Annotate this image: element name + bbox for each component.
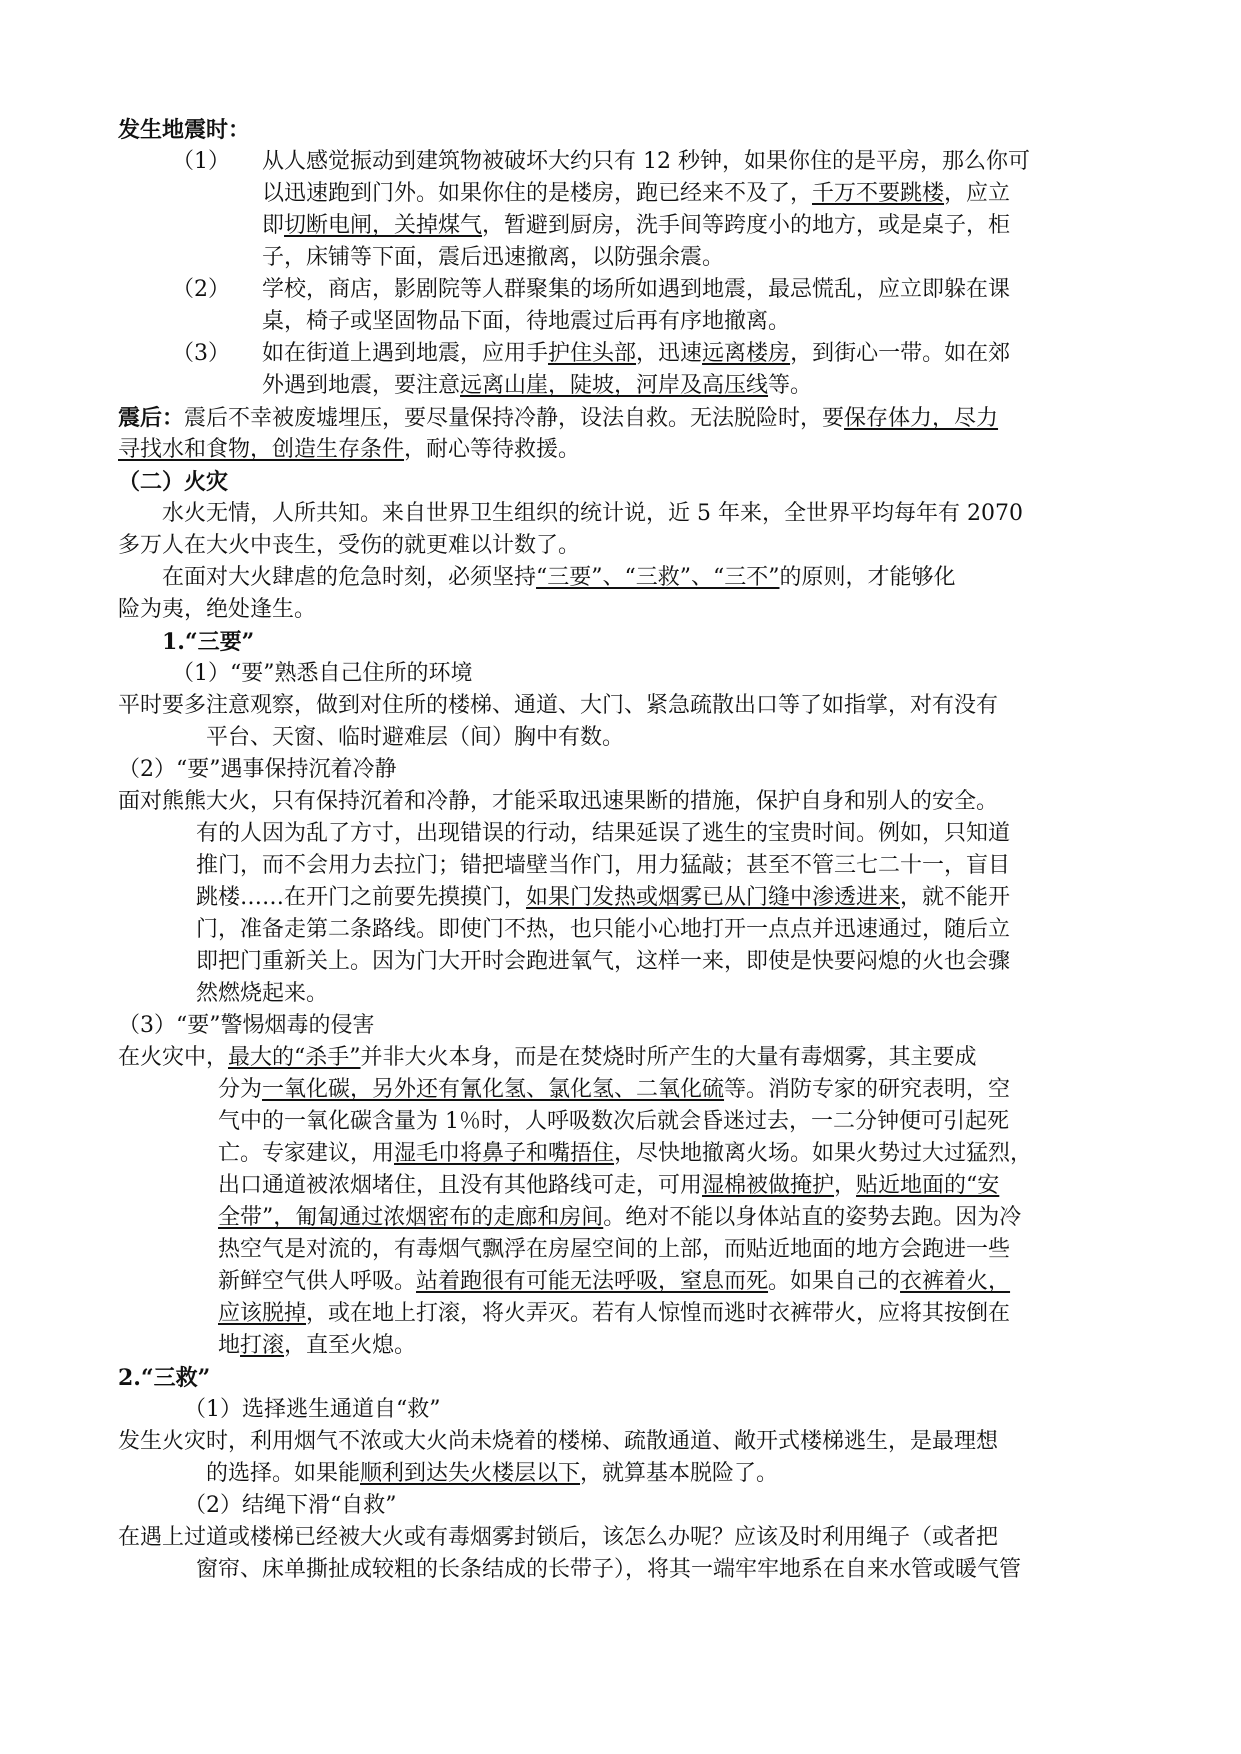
- text-line: [118, 1362, 210, 1394]
- text-run: ，应立: [944, 181, 1011, 206]
- text-line: [118, 530, 580, 562]
- text-run: 。绝对不能以身体站直的姿势去跑。因为冷: [603, 1205, 1022, 1230]
- text-line: [184, 1490, 397, 1522]
- text-line: [118, 690, 998, 722]
- text-line: [118, 1522, 998, 1554]
- text-run: 门，准备走第二条路线。即使门不热，也只能小心地打开一点点并迅速通过，随后立: [196, 917, 1011, 942]
- text-run: 等。: [768, 373, 813, 398]
- text-run: ，或在地上打滚，将火弄灭。若有人惊惶而逃时衣裤带火，应将其按倒在: [306, 1301, 1011, 1326]
- underlined-text: 湿棉被做掩护: [702, 1173, 835, 1198]
- text-line: [262, 274, 1010, 306]
- text-run: 平时要多注意观察，做到对住所的楼梯、通道、大门、紧急疏散出口等了如指掌，对有没有: [118, 693, 999, 718]
- underlined-text: 贴近地面的“安: [856, 1173, 1000, 1198]
- text-run: 即: [262, 213, 285, 238]
- underlined-text: “三要”、“三救”、“三不”: [536, 565, 780, 590]
- text-line: [206, 1458, 778, 1490]
- underlined-text: 保存体力，尽力: [844, 406, 999, 431]
- text-run: 如在街道上遇到地震，应用手: [262, 341, 549, 366]
- text-run: 热空气是对流的，有毒烟气飘浮在房屋空间的上部，而贴近地面的地方会跑进一些: [218, 1237, 1011, 1262]
- text-line: [162, 498, 1023, 530]
- text-run: 外遇到地震，要注意: [262, 373, 461, 398]
- text-run: 发生地震时：: [118, 117, 251, 143]
- text-run: ，迅速: [636, 341, 703, 366]
- text-run: 推门，而不会用力去拉门；错把墙壁当作门，用力猛敲；甚至不管三七二十一，盲目: [196, 853, 1011, 878]
- text-line: [184, 1394, 441, 1426]
- text-run: 。如果自己的: [768, 1269, 901, 1294]
- text-run: 的原则，才能够化: [779, 565, 956, 590]
- text-run: 等。消防专家的研究表明，空: [724, 1077, 1011, 1102]
- text-run: 新鲜空气供人呼吸。: [218, 1269, 417, 1294]
- text-line: [118, 594, 316, 626]
- text-line: [196, 850, 1010, 882]
- text-line: [172, 146, 230, 178]
- text-line: [196, 818, 1010, 850]
- text-run: （1）: [172, 149, 230, 174]
- text-line: [118, 786, 998, 818]
- text-line: [218, 1298, 1010, 1330]
- text-run: 学校，商店，影剧院等人群聚集的场所如遇到地震，最忌慌乱，应立即躲在课: [262, 277, 1011, 302]
- text-run: （2）“要”遇事保持沉着冷静: [118, 757, 397, 782]
- text-run: 以迅速跑到门外。如果你住的是楼房，跑已经来不及了，: [262, 181, 813, 206]
- text-line: [162, 626, 254, 658]
- text-line: [196, 882, 1010, 914]
- text-line: [118, 466, 228, 498]
- text-line: [118, 114, 250, 146]
- text-line: [196, 946, 1010, 978]
- text-line: [118, 1426, 998, 1458]
- underlined-text: 应该脱掉: [218, 1301, 307, 1326]
- underlined-text: 站着跑很有可能无法呼吸，窒息而死: [416, 1269, 769, 1294]
- text-line: [218, 1234, 1010, 1266]
- text-run: ，直至火熄。: [284, 1333, 417, 1358]
- text-run: （2）结绳下滑“自救”: [184, 1493, 397, 1518]
- text-run: 分为: [218, 1077, 263, 1102]
- text-run: 跳楼……在开门之前要先摸摸门，: [196, 885, 527, 910]
- text-line: [262, 338, 1010, 370]
- text-run: 多万人在大火中丧生，受伤的就更难以计数了。: [118, 533, 581, 558]
- text-run: 有的人因为乱了方寸，出现错误的行动，结果延误了逃生的宝贵时间。例如，只知道: [196, 821, 1011, 846]
- text-line: [196, 978, 328, 1010]
- underlined-text: 全带”，匍匐通过浓烟密布的走廊和房间: [218, 1205, 604, 1230]
- text-line: [262, 306, 790, 338]
- text-line: [218, 1202, 1021, 1234]
- text-run: （二）火灾: [118, 469, 229, 495]
- text-run: 1.“三要”: [162, 629, 255, 655]
- text-run: 窗帘、床单撕扯成较粗的长条结成的长带子），将其一端牢牢地系在自来水管或暖气管: [196, 1557, 1022, 1582]
- text-line: [118, 402, 998, 434]
- text-line: [118, 434, 580, 466]
- text-run: （1）“要”熟悉自己住所的环境: [172, 661, 473, 686]
- text-line: [218, 1138, 1032, 1170]
- text-run: 气中的一氧化碳含量为 1％时，人呼吸数次后就会昏迷过去，一二分钟便可引起死: [218, 1109, 1009, 1134]
- text-line: [218, 1266, 1010, 1298]
- text-run: 发生火灾时，利用烟气不浓或大火尚未烧着的楼梯、疏散通道、敞开式楼梯逃生，是最理想: [118, 1429, 999, 1454]
- underlined-text: 远离山崖，陡坡，河岸及高压线: [460, 373, 769, 398]
- text-run: ，尽快地撤离火场。如果火势过大过猛烈，: [614, 1141, 1033, 1166]
- underlined-text: 湿毛巾将鼻子和嘴捂住: [394, 1141, 615, 1166]
- text-line: [172, 338, 230, 370]
- text-run: 然燃烧起来。: [196, 981, 329, 1006]
- text-line: [196, 1554, 1021, 1586]
- text-run: 平台、天窗、临时避难层（间）胸中有数。: [206, 725, 625, 750]
- text-run: （3）: [172, 341, 230, 366]
- underlined-text: 千万不要跳楼: [812, 181, 945, 206]
- text-line: [118, 754, 397, 786]
- text-line: [218, 1074, 1010, 1106]
- underlined-text: 护住头部: [548, 341, 637, 366]
- underlined-text: 一氧化碳，另外还有氰化氢、氯化氢、二氧化硫: [262, 1077, 725, 1102]
- text-run: ，耐心等待救援。: [404, 437, 581, 462]
- text-line: [262, 210, 1010, 242]
- text-run: 震后：: [118, 405, 185, 431]
- text-run: ，就不能开: [900, 885, 1011, 910]
- text-line: [262, 178, 1010, 210]
- text-run: 在面对大火肆虐的危急时刻，必须坚持: [162, 565, 537, 590]
- underlined-text: 衣裤着火，: [900, 1269, 1011, 1294]
- text-line: [162, 562, 956, 594]
- text-line: [172, 274, 230, 306]
- text-run: 水火无情，人所共知。来自世界卫生组织的统计说，近 5 年来，全世界平均每年有 2070: [162, 501, 1023, 526]
- text-line: [262, 370, 812, 402]
- text-run: （1）选择逃生通道自“救”: [184, 1397, 441, 1422]
- text-run: ，到街心一带。如在郊: [790, 341, 1011, 366]
- underlined-text: 切断电闸，关掉煤气: [284, 213, 483, 238]
- underlined-text: 远离楼房: [702, 341, 791, 366]
- underlined-text: 寻找水和食物，创造生存条件: [118, 437, 405, 462]
- text-run: 险为夷，绝处逢生。: [118, 597, 317, 622]
- text-run: 桌，椅子或坚固物品下面，待地震过后再有序地撤离。: [262, 309, 791, 334]
- text-run: 并非大火本身，而是在焚烧时所产生的大量有毒烟雾，其主要成: [360, 1045, 977, 1070]
- text-run: 地: [218, 1333, 241, 1358]
- text-line: [196, 914, 1010, 946]
- text-line: [172, 658, 473, 690]
- text-line: [206, 722, 624, 754]
- text-line: [262, 146, 1030, 178]
- text-run: 从人感觉振动到建筑物被破坏大约只有 12 秒钟，如果你住的是平房，那么你可: [262, 149, 1030, 174]
- text-run: 在火灾中，: [118, 1045, 229, 1070]
- text-run: （3）“要”警惕烟毒的侵害: [118, 1013, 375, 1038]
- text-run: 子，床铺等下面，震后迅速撤离，以防强余震。: [262, 245, 725, 270]
- text-run: ，: [834, 1173, 857, 1198]
- underlined-text: 最大的“杀手”: [228, 1045, 361, 1070]
- text-run: 即把门重新关上。因为门大开时会跑进氧气，这样一来，即使是快要闷熄的火也会骤: [196, 949, 1011, 974]
- text-run: 亡。专家建议，用: [218, 1141, 395, 1166]
- text-run: 面对熊熊大火，只有保持沉着和冷静，才能采取迅速果断的措施，保护自身和别人的安全。: [118, 789, 999, 814]
- text-line: [218, 1330, 416, 1362]
- text-run: ，就算基本脱险了。: [580, 1461, 779, 1486]
- text-run: 的选择。如果能: [206, 1461, 361, 1486]
- text-line: [118, 1010, 375, 1042]
- text-line: [262, 242, 724, 274]
- text-run: 出口通道被浓烟堵住，且没有其他路线可走，可用: [218, 1173, 703, 1198]
- text-line: [218, 1170, 999, 1202]
- underlined-text: 如果门发热或烟雾已从门缝中渗透进来: [526, 885, 901, 910]
- text-run: ，暂避到厨房，洗手间等跨度小的地方，或是桌子，柜: [482, 213, 1011, 238]
- text-run: 2.“三救”: [118, 1365, 211, 1391]
- text-line: [218, 1106, 1009, 1138]
- text-run: 在遇上过道或楼梯已经被大火或有毒烟雾封锁后，该怎么办呢？应该及时利用绳子（或者把: [118, 1525, 999, 1550]
- text-run: 震后不幸被废墟埋压，要尽量保持冷静，设法自救。无法脱险时，要: [184, 406, 845, 431]
- text-line: [118, 1042, 977, 1074]
- underlined-text: 顺利到达失火楼层以下: [360, 1461, 581, 1486]
- underlined-text: 打滚: [240, 1333, 285, 1358]
- text-run: （2）: [172, 277, 230, 302]
